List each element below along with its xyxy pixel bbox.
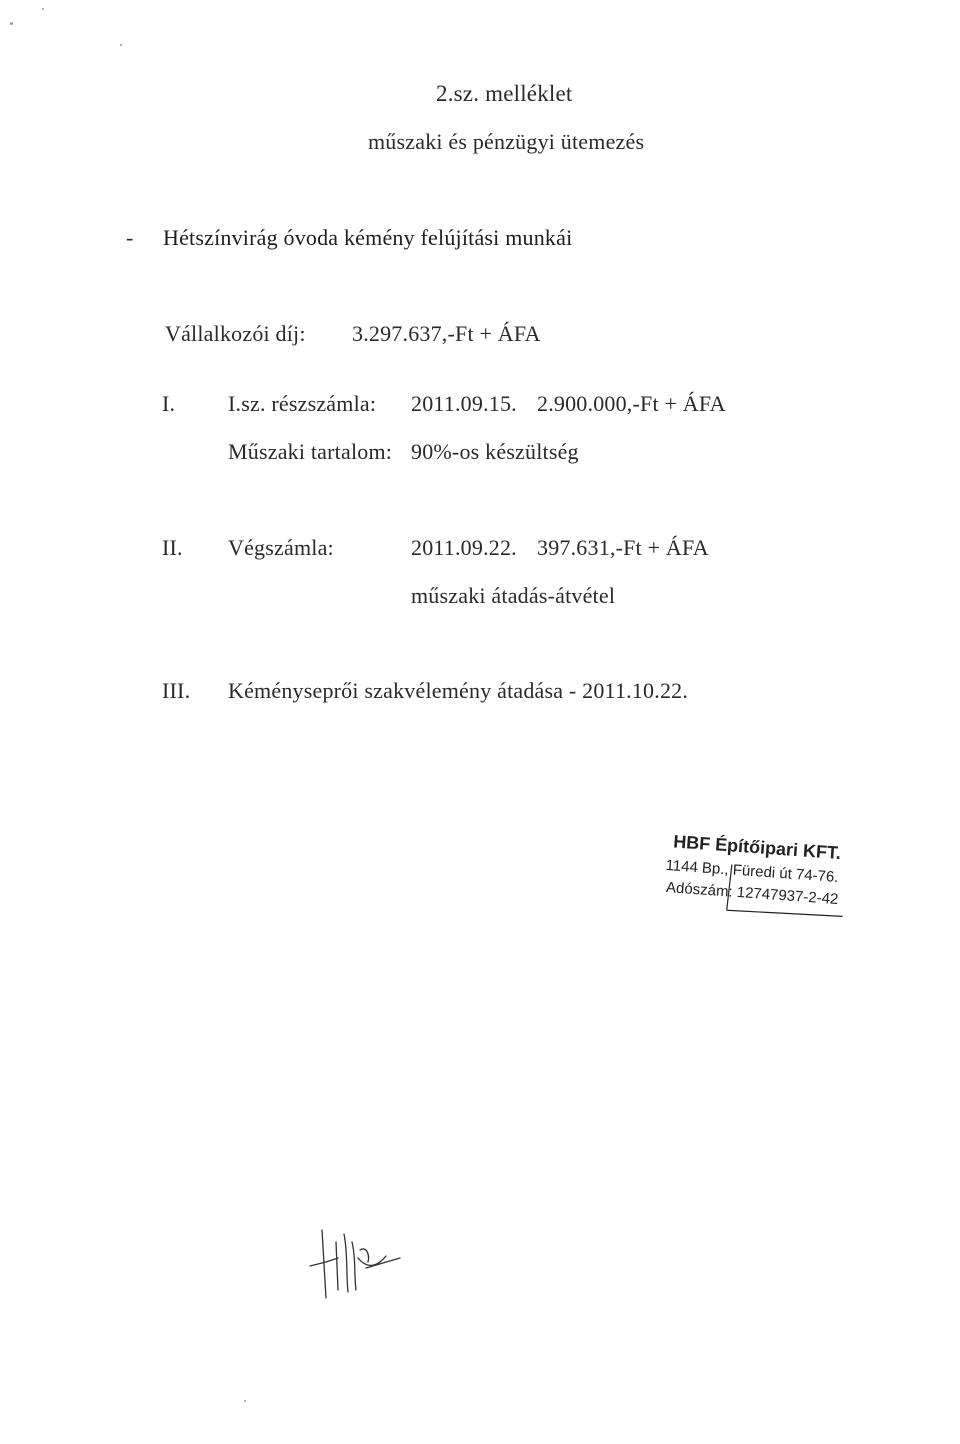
stage-2-detail-value: műszaki átadás-átvétel xyxy=(411,583,616,608)
stage-2-numeral: II. xyxy=(162,535,183,560)
stage-1-detail-label: Műszaki tartalom: xyxy=(228,439,393,464)
stage-1-amount: 2.900.000,-Ft + ÁFA xyxy=(537,391,726,416)
stage-1-detail-value: 90%-os készültség xyxy=(411,439,579,464)
project-title: Hétszínvirág óvoda kémény felújítási munkái xyxy=(163,225,573,250)
stamp-underline-mark xyxy=(661,832,877,946)
signature-mark xyxy=(308,1228,408,1308)
contract-fee-value: 3.297.637,-Ft + ÁFA xyxy=(352,321,541,346)
stage-2-amount: 397.631,-Ft + ÁFA xyxy=(537,535,709,560)
scan-speck xyxy=(10,22,13,25)
stage-1-numeral: I. xyxy=(162,391,176,416)
stamp-address: 1144 Bp., Füredi út 74-76. xyxy=(665,856,840,886)
stage-3-text: Kéményseprői szakvélemény átadása - 2011.10.22. xyxy=(228,678,689,703)
project-bullet: - xyxy=(126,225,134,250)
stage-2-label: Végszámla: xyxy=(228,535,334,560)
scan-speck xyxy=(244,1400,246,1402)
stage-2-date: 2011.09.22. xyxy=(411,535,517,560)
stamp-tax-number: Adószám: 12747937-2-42 xyxy=(665,879,839,909)
scan-speck xyxy=(120,44,122,46)
stage-3-numeral: III. xyxy=(162,678,191,703)
company-stamp xyxy=(661,832,877,946)
contract-fee-label: Vállalkozói díj: xyxy=(165,321,306,346)
stage-1-label: I.sz. részszámla: xyxy=(228,391,377,416)
stage-1-date: 2011.09.15. xyxy=(411,391,517,416)
annex-title: 2.sz. melléklet xyxy=(436,81,573,106)
stamp-company-name: HBF Építőipari KFT. xyxy=(672,831,842,864)
scan-speck xyxy=(42,8,44,10)
document-subtitle: műszaki és pénzügyi ütemezés xyxy=(368,129,645,154)
